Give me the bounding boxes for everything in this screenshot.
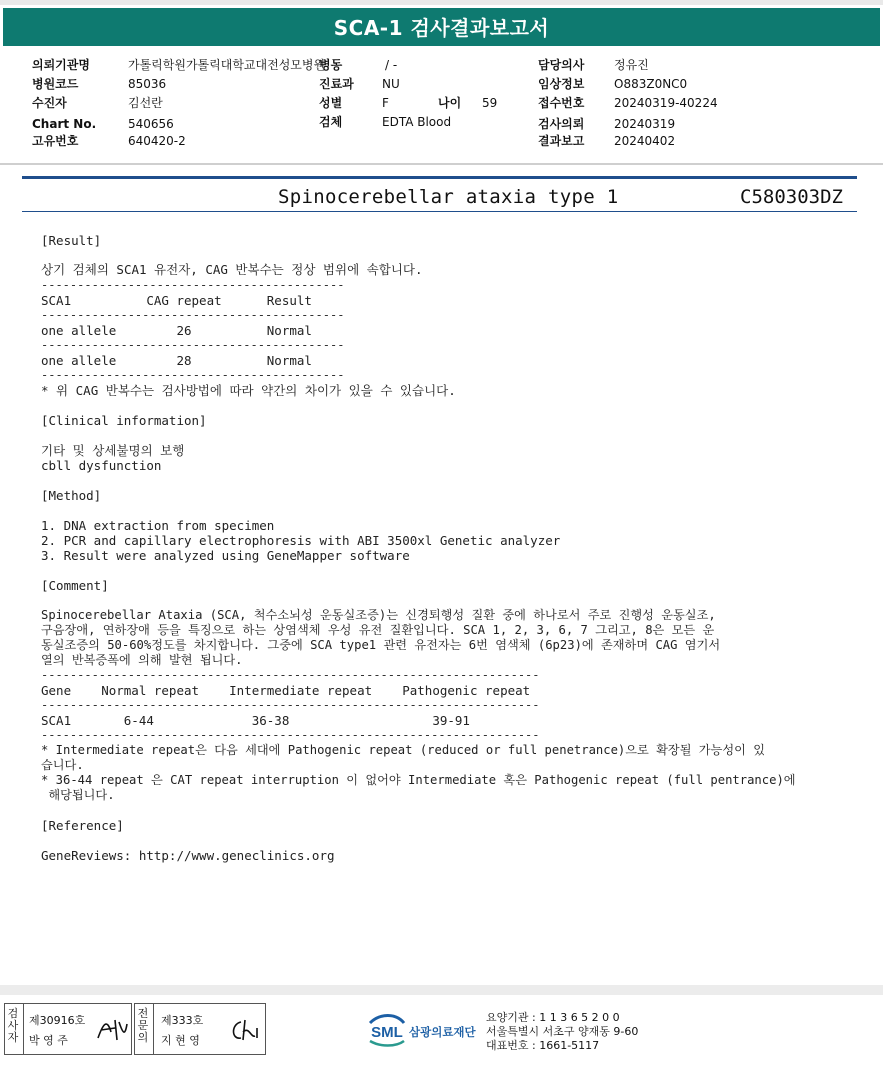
table-divider: ------------------------------------------ xyxy=(41,278,345,292)
table-divider: ------------------------------------------ xyxy=(41,368,345,382)
examiner-label-text: 검사자 xyxy=(7,1007,19,1044)
receipt-no-label: 접수번호 xyxy=(538,96,585,110)
report-date-label: 결과보고 xyxy=(538,134,585,148)
comment-line-1: Spinocerebellar Ataxia (SCA, 척수소뇌성 운동실조증)는 신경퇴행성 질환 중에 하나로서 주로 진행성 운동실조, xyxy=(41,608,716,622)
examiner-stamp xyxy=(4,1003,132,1055)
stamp-divider xyxy=(23,1004,24,1054)
sml-logo-text: SML xyxy=(371,1024,403,1041)
comment-heading: [Comment] xyxy=(41,578,109,593)
institution-code: 요양기관 : 1 1 3 6 5 2 0 0 xyxy=(486,1011,620,1024)
sex-label: 성별 xyxy=(319,96,343,110)
request-date-label: 검사의뢰 xyxy=(538,117,585,131)
company-name: 삼광의료재단 xyxy=(409,1025,476,1039)
company-phone: 대표번호 : 1661-5117 xyxy=(486,1039,600,1052)
reference-text: GeneReviews: http://www.geneclinics.org xyxy=(41,848,335,863)
table-divider: --------------------------------------------------------------------- xyxy=(41,728,540,742)
table-divider: ------------------------------------------ xyxy=(41,308,345,322)
result-row-1: one allele 26 Normal xyxy=(41,323,312,338)
test-name: Spinocerebellar ataxia type 1 xyxy=(278,186,619,208)
receipt-no-value: 20240319-40224 xyxy=(614,96,718,110)
footer-band xyxy=(0,985,883,995)
test-title-rule-bottom xyxy=(22,211,857,212)
examiner-signature xyxy=(95,1014,129,1044)
hospital-code-value: 85036 xyxy=(128,77,167,91)
clinical-heading: [Clinical information] xyxy=(41,413,207,428)
requesting-institution-value: 가톨릭학원가톨릭대학교대전성모병원 xyxy=(128,58,326,72)
comment-line-2: 구음장애, 연하장애 등을 특징으로 하는 상염색체 우성 유전 질환입니다. SCA 1, 2, 3, 6, 7 그리고, 8은 모든 운 xyxy=(41,623,715,637)
header-divider xyxy=(0,163,883,165)
department-value: NU xyxy=(382,77,400,91)
chart-no-label: Chart No. xyxy=(32,117,97,131)
note-1-line-1: * Intermediate repeat은 다음 세대에 Pathogenic repeat (reduced or full penetrance)으로 확장될 가능성이 있 xyxy=(41,743,766,757)
specialist-label xyxy=(137,1008,151,1044)
clinical-line-2: cbll dysfunction xyxy=(41,458,162,473)
note-2-line-1: * 36-44 repeat 은 CAT repeat interruption 이 없어야 Intermediate 혹은 Pathogenic repeat (full pentrance)에 xyxy=(41,773,796,787)
specialist-license: 제333호 xyxy=(161,1014,204,1027)
recipient-label: 수진자 xyxy=(32,96,67,110)
range-table-row: SCA1 6-44 36-38 39-91 xyxy=(41,713,470,728)
doctor-label: 담당의사 xyxy=(538,58,585,72)
comment-line-4: 열의 반복증폭에 의해 발현 됩니다. xyxy=(41,653,243,667)
ward-label: 병동 xyxy=(319,58,343,72)
ward-value: / - xyxy=(385,58,398,72)
specialist-label-text: 전문의 xyxy=(137,1007,149,1044)
specialist-signature xyxy=(227,1014,261,1044)
note-1-line-2: 습니다. xyxy=(41,758,84,772)
result-note: * 위 CAG 반복수는 검사방법에 따라 약간의 차이가 있을 수 있습니다. xyxy=(41,383,456,398)
sml-logo-icon xyxy=(366,1013,408,1047)
comment-line-3: 동실조증의 50-60%정도를 차지합니다. 그중에 SCA type1 관련 유전자는 6번 염색체 (6p23)에 존재하며 CAG 염기서 xyxy=(41,638,721,652)
company-address: 서울특별시 서초구 양재동 9-60 xyxy=(486,1025,639,1038)
specialist-name: 지 현 영 xyxy=(161,1034,200,1047)
request-date-value: 20240319 xyxy=(614,117,676,131)
doctor-value: 정유진 xyxy=(614,58,649,72)
result-heading: [Result] xyxy=(41,233,102,248)
result-table-header: SCA1 CAG repeat Result xyxy=(41,293,312,308)
stamp-divider xyxy=(153,1004,154,1054)
note-2-line-2: 해당됩니다. xyxy=(41,788,115,802)
method-1: 1. DNA extraction from specimen xyxy=(41,518,275,533)
specimen-label: 검체 xyxy=(319,115,343,129)
clinical-line-1: 기타 및 상세불명의 보행 xyxy=(41,443,185,458)
examiner-name: 박 영 주 xyxy=(29,1034,68,1047)
unique-no-label: 고유번호 xyxy=(32,134,79,148)
method-heading: [Method] xyxy=(41,488,102,503)
test-title-rule-top xyxy=(22,176,857,179)
range-table-header: Gene Normal repeat Intermediate repeat Pathogenic repeat xyxy=(41,683,531,698)
test-code: C580303DZ xyxy=(740,186,843,208)
examiner-label xyxy=(7,1008,21,1044)
method-2: 2. PCR and capillary electrophoresis with ABI 3500xl Genetic analyzer xyxy=(41,533,561,548)
hospital-code-label: 병원코드 xyxy=(32,77,79,91)
table-divider: --------------------------------------------------------------------- xyxy=(41,668,540,682)
department-label: 진료과 xyxy=(319,77,354,91)
report-date-value: 20240402 xyxy=(614,134,676,148)
recipient-value: 김선란 xyxy=(128,96,163,110)
clinical-info-value: O883Z0NC0 xyxy=(614,77,688,91)
examiner-license: 제30916호 xyxy=(29,1014,86,1027)
age-label: 나이 xyxy=(438,96,462,110)
unique-no-value: 640420-2 xyxy=(128,134,186,148)
result-summary: 상기 검체의 SCA1 유전자, CAG 반복수는 정상 범위에 속합니다. xyxy=(41,262,423,277)
specialist-stamp xyxy=(134,1003,266,1055)
sex-value: F xyxy=(382,96,389,110)
age-value: 59 xyxy=(482,96,498,110)
result-row-2: one allele 28 Normal xyxy=(41,353,312,368)
clinical-info-label: 임상정보 xyxy=(538,77,585,91)
reference-heading: [Reference] xyxy=(41,818,124,833)
chart-no-value: 540656 xyxy=(128,117,174,131)
report-title: SCA-1 검사결과보고서 xyxy=(3,8,880,46)
table-divider: ------------------------------------------ xyxy=(41,338,345,352)
table-divider: --------------------------------------------------------------------- xyxy=(41,698,540,712)
top-border xyxy=(0,0,883,5)
requesting-institution-label: 의뢰기관명 xyxy=(32,58,90,72)
method-3: 3. Result were analyzed using GeneMapper software xyxy=(41,548,410,563)
specimen-value: EDTA Blood xyxy=(382,115,452,129)
